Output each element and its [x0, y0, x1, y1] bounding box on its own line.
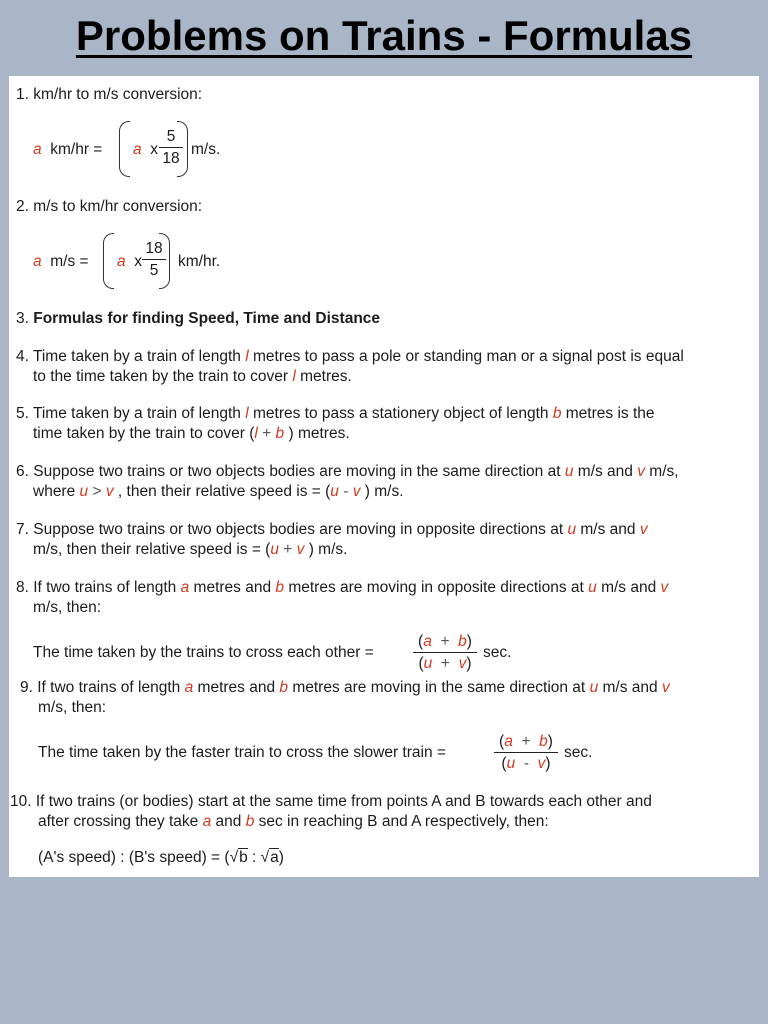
item-10-line-2: after crossing they take a and b sec in reaching B and A respectively, then: [38, 813, 549, 830]
item-6-line-2: where u > v , then their relative speed is = (u - v ) m/s. [33, 483, 404, 500]
item-9-formula-text: The time taken by the faster train to cross the slower train = [38, 744, 446, 761]
right-paren [159, 233, 170, 289]
item-8-line-2: m/s, then: [33, 599, 102, 616]
item-6-line-1: 6. Suppose two trains or two objects bodies are moving in the same direction at u m/s and v m/s, [16, 463, 679, 480]
item-5-line-1: 5. Time taken by a train of length l metres to pass a stationery object of length b metres is the [16, 405, 655, 422]
item-9-line-1: 9. If two trains of length a metres and b metres are moving in the same direction at u m/s and v [20, 679, 670, 696]
page-title: Problems on Trains - Formulas [75, 12, 693, 59]
item-9-line-2: m/s, then: [38, 699, 107, 716]
item-7-line-1: 7. Suppose two trains or two objects bodies are moving in opposite directions at u m/s and v [16, 521, 648, 538]
left-paren [119, 121, 130, 177]
item-8-formula-text: The time taken by the trains to cross each other = [33, 644, 374, 661]
item-7-line-2: m/s, then their relative speed is = (u + v ) m/s. [33, 541, 348, 558]
item-10-line-1: 10. If two trains (or bodies) start at the same time from points A and B towards each other and [10, 793, 652, 810]
right-paren [177, 121, 188, 177]
item-9-fraction: (a + b) (u - v) [494, 732, 558, 773]
item-4-line-2: to the time taken by the train to cover l metres. [33, 368, 352, 385]
item-4-line-1: 4. Time taken by a train of length l metres to pass a pole or standing man or a signal post is equal [16, 348, 684, 365]
item-2-formula: a m/s = [33, 253, 89, 270]
fraction-18-5: 18 5 [142, 239, 166, 280]
item-2-heading: 2. m/s to km/hr conversion: [16, 198, 203, 215]
item-8-fraction: (a + b) (u + v) [413, 632, 477, 673]
item-10-formula: (A's speed) : (B's speed) = (√b : √a) [38, 849, 284, 866]
item-1-heading: 1. km/hr to m/s conversion: [16, 86, 203, 103]
item-8-line-1: 8. If two trains of length a metres and b metres are moving in opposite directions at u m/s and v [16, 579, 669, 596]
fraction-5-18: 5 18 [159, 127, 183, 168]
item-3: 3. Formulas for finding Speed, Time and Distance [16, 310, 381, 327]
item-1-formula: a km/hr = [33, 141, 103, 158]
left-paren [103, 233, 114, 289]
item-5-line-2: time taken by the train to cover (l + b ) metres. [33, 425, 350, 442]
formula-panel: 1. km/hr to m/s conversion: a km/hr = a x 5 18 m/s. 2. m/s to km/hr conversion: a m/s = a x 18 5 km/hr. 3. Formulas for finding Speed, Time and Distance 4. Time taken by a train of length l metres to pass a pole or standing man or a signal post is equal to the time taken by the train to cover l metres. 5. Time taken by a train of length l metres to pass a stationery object of length b metres is the time taken by the train to cover (l + b ) metres. 6. Suppose two trains or two objects bodies are moving in the same direction at u m/s and v m/s, where u > v , then their relative speed is = (u - v ) m/s. 7. Suppose two trains or two objects bodies are moving in opposite directions at u m/s and v m/s, then their relative speed is = (u + v ) m/s. 8. If two trains of length a metres and b metres are moving in opposite directions at u m/s and v m/s, then: The time taken by the trains to cross each other = (a + b) (u + v) sec. 9. If two trains of length a metres and b metres are moving in the same direction at u m/s and v m/s, then: The time taken by the faster train to cross the slower train = (a + b) (u - v) sec. 10. If two trains (or bodies) start at the same time from points A and B towards each other and after crossing they take a and b sec in reaching B and A respectively, then: (A's speed) : (B's speed) = (√b : √a) [9, 76, 759, 877]
